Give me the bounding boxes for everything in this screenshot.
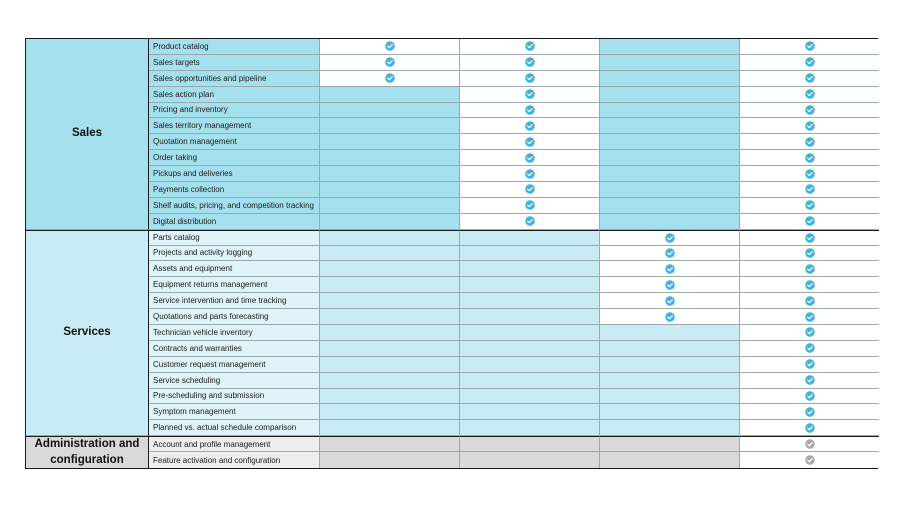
feature-label: Sales targets: [149, 55, 320, 71]
plan-cell: [320, 230, 460, 246]
check-icon: [525, 121, 535, 131]
plan-cell: [740, 87, 879, 103]
plan-cell: [460, 404, 600, 420]
check-icon: [665, 233, 675, 243]
plan-cell: [740, 182, 879, 198]
check-icon: [805, 248, 815, 258]
check-icon: [805, 105, 815, 115]
feature-label: Shelf audits, pricing, and competition tracking: [149, 198, 320, 214]
check-icon: [805, 312, 815, 322]
feature-label: Pricing and inventory: [149, 103, 320, 119]
plan-cell: [320, 118, 460, 134]
plan-cell: [740, 71, 879, 87]
check-icon: [805, 233, 815, 243]
plan-cell: [460, 55, 600, 71]
plan-cell: [600, 103, 740, 119]
check-icon: [805, 169, 815, 179]
check-icon: [805, 359, 815, 369]
plan-cell: [600, 134, 740, 150]
plan-cell: [320, 87, 460, 103]
plan-cell: [460, 87, 600, 103]
plan-cell: [740, 118, 879, 134]
plan-cell: [600, 357, 740, 373]
feature-label: Parts catalog: [149, 230, 320, 246]
check-icon: [805, 153, 815, 163]
plan-cell: [740, 55, 879, 71]
feature-label: Pre-scheduling and submission: [149, 389, 320, 405]
check-icon: [805, 455, 815, 465]
plan-cell: [600, 277, 740, 293]
check-icon: [665, 280, 675, 290]
plan-cell: [320, 134, 460, 150]
plan-cell: [320, 277, 460, 293]
plan-cell: [600, 71, 740, 87]
plan-cell: [460, 420, 600, 436]
plan-cell: [320, 452, 460, 468]
plan-cell: [460, 452, 600, 468]
plan-cell: [600, 118, 740, 134]
plan-cell: [460, 309, 600, 325]
plan-cell: [740, 293, 879, 309]
plan-cell: [320, 55, 460, 71]
check-icon: [805, 121, 815, 131]
feature-comparison-table: [25, 38, 878, 469]
feature-label: Equipment returns management: [149, 277, 320, 293]
feature-label: Order taking: [149, 150, 320, 166]
plan-cell: [460, 436, 600, 452]
feature-label: Technician vehicle inventory: [149, 325, 320, 341]
plan-cell: [740, 214, 879, 230]
check-icon: [805, 41, 815, 51]
plan-cell: [600, 182, 740, 198]
plan-cell: [600, 261, 740, 277]
check-icon: [665, 264, 675, 274]
plan-cell: [740, 230, 879, 246]
plan-cell: [320, 389, 460, 405]
check-icon: [805, 439, 815, 449]
plan-cell: [460, 71, 600, 87]
plan-cell: [740, 389, 879, 405]
plan-cell: [740, 309, 879, 325]
check-icon: [665, 248, 675, 258]
plan-cell: [460, 246, 600, 262]
check-icon: [525, 169, 535, 179]
plan-cell: [320, 261, 460, 277]
feature-label: Sales territory management: [149, 118, 320, 134]
plan-cell: [740, 404, 879, 420]
check-icon: [525, 89, 535, 99]
feature-label: Projects and activity logging: [149, 246, 320, 262]
check-icon: [805, 280, 815, 290]
feature-label: Pickups and deliveries: [149, 166, 320, 182]
plan-cell: [460, 39, 600, 55]
feature-label: Payments collection: [149, 182, 320, 198]
plan-cell: [740, 373, 879, 389]
check-icon: [805, 391, 815, 401]
check-icon: [665, 296, 675, 306]
check-icon: [805, 407, 815, 417]
check-icon: [805, 137, 815, 147]
plan-cell: [600, 230, 740, 246]
plan-cell: [600, 404, 740, 420]
feature-label: Contracts and warranties: [149, 341, 320, 357]
check-icon: [525, 137, 535, 147]
plan-cell: [600, 198, 740, 214]
feature-label: Quotation management: [149, 134, 320, 150]
plan-cell: [600, 341, 740, 357]
feature-label: Sales action plan: [149, 87, 320, 103]
check-icon: [385, 57, 395, 67]
plan-cell: [740, 436, 879, 452]
plan-cell: [460, 134, 600, 150]
plan-cell: [600, 55, 740, 71]
check-icon: [805, 57, 815, 67]
plan-cell: [320, 150, 460, 166]
plan-cell: [460, 261, 600, 277]
plan-cell: [460, 118, 600, 134]
plan-cell: [460, 230, 600, 246]
check-icon: [525, 200, 535, 210]
plan-cell: [460, 341, 600, 357]
check-icon: [525, 153, 535, 163]
plan-cell: [320, 71, 460, 87]
plan-cell: [740, 357, 879, 373]
plan-cell: [460, 150, 600, 166]
plan-cell: [460, 214, 600, 230]
plan-cell: [600, 325, 740, 341]
plan-cell: [600, 150, 740, 166]
plan-cell: [320, 103, 460, 119]
plan-cell: [320, 39, 460, 55]
plan-cell: [740, 198, 879, 214]
feature-label: Service intervention and time tracking: [149, 293, 320, 309]
plan-cell: [320, 373, 460, 389]
feature-label: Symptom management: [149, 404, 320, 420]
check-icon: [525, 216, 535, 226]
plan-cell: [600, 39, 740, 55]
plan-cell: [740, 277, 879, 293]
check-icon: [805, 73, 815, 83]
feature-label: Planned vs. actual schedule comparison: [149, 420, 320, 436]
plan-cell: [600, 389, 740, 405]
feature-label: Sales opportunities and pipeline: [149, 71, 320, 87]
feature-label: Feature activation and configuration: [149, 452, 320, 468]
plan-cell: [320, 357, 460, 373]
plan-cell: [460, 357, 600, 373]
plan-cell: [600, 214, 740, 230]
plan-cell: [320, 404, 460, 420]
check-icon: [805, 343, 815, 353]
feature-label: Product catalog: [149, 39, 320, 55]
check-icon: [805, 200, 815, 210]
plan-cell: [600, 420, 740, 436]
plan-cell: [460, 166, 600, 182]
check-icon: [525, 57, 535, 67]
plan-cell: [740, 246, 879, 262]
plan-cell: [600, 452, 740, 468]
plan-cell: [460, 293, 600, 309]
check-icon: [805, 216, 815, 226]
feature-label: Customer request management: [149, 357, 320, 373]
plan-cell: [320, 309, 460, 325]
plan-cell: [740, 420, 879, 436]
check-icon: [805, 264, 815, 274]
plan-cell: [460, 103, 600, 119]
check-icon: [385, 41, 395, 51]
plan-cell: [320, 198, 460, 214]
check-icon: [805, 184, 815, 194]
check-icon: [805, 375, 815, 385]
plan-cell: [320, 436, 460, 452]
plan-cell: [320, 341, 460, 357]
plan-cell: [600, 246, 740, 262]
check-icon: [805, 327, 815, 337]
check-icon: [805, 296, 815, 306]
feature-label: Service scheduling: [149, 373, 320, 389]
plan-cell: [460, 373, 600, 389]
check-icon: [525, 184, 535, 194]
plan-cell: [460, 389, 600, 405]
plan-cell: [740, 325, 879, 341]
plan-cell: [740, 134, 879, 150]
check-icon: [525, 73, 535, 83]
plan-cell: [320, 166, 460, 182]
feature-label: Quotations and parts forecasting: [149, 309, 320, 325]
plan-cell: [320, 246, 460, 262]
plan-cell: [740, 150, 879, 166]
plan-cell: [600, 87, 740, 103]
section-label: Sales: [26, 39, 149, 230]
plan-cell: [320, 293, 460, 309]
plan-cell: [320, 420, 460, 436]
plan-cell: [740, 452, 879, 468]
plan-cell: [600, 166, 740, 182]
section-label: Services: [26, 230, 149, 437]
plan-cell: [320, 325, 460, 341]
feature-label: Account and profile management: [149, 436, 320, 452]
plan-cell: [740, 341, 879, 357]
plan-cell: [320, 182, 460, 198]
plan-cell: [740, 103, 879, 119]
plan-cell: [600, 293, 740, 309]
plan-cell: [460, 198, 600, 214]
check-icon: [525, 41, 535, 51]
plan-cell: [460, 277, 600, 293]
plan-cell: [740, 39, 879, 55]
section-label: Administration and configuration: [26, 436, 149, 468]
plan-cell: [600, 309, 740, 325]
check-icon: [665, 312, 675, 322]
check-icon: [805, 89, 815, 99]
check-icon: [525, 105, 535, 115]
plan-cell: [600, 373, 740, 389]
plan-cell: [460, 325, 600, 341]
plan-cell: [600, 436, 740, 452]
feature-label: Digital distribution: [149, 214, 320, 230]
plan-cell: [740, 166, 879, 182]
plan-cell: [320, 214, 460, 230]
check-icon: [805, 423, 815, 433]
plan-cell: [460, 182, 600, 198]
plan-cell: [740, 261, 879, 277]
check-icon: [385, 73, 395, 83]
feature-label: Assets and equipment: [149, 261, 320, 277]
